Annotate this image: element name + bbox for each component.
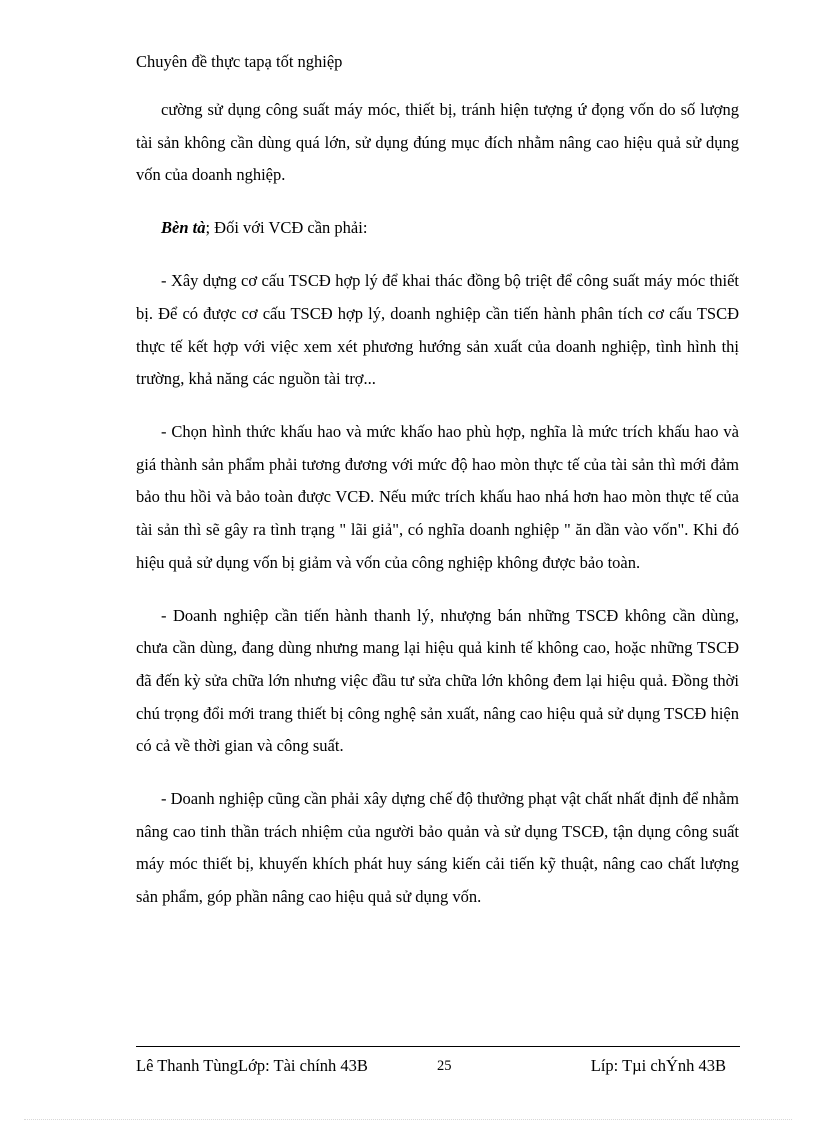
paragraph [136,600,739,763]
paragraph [136,783,739,913]
page-footer [136,1055,740,1077]
document-body [136,94,739,934]
paragraph-text: - Xây dựng cơ cấu TSCĐ hợp lý để khai thác đồng bộ triệt để công suất máy móc thiết bị. Để có được cơ cấu TSCĐ hợp lý, doanh nghiệp cần tiến hành phân tích cơ cấu TSCĐ thực tế kết hợp với việc xem xét phương hướng sản xuất của doanh nghiệp, tình hình thị trường, khả năng các nguồn tài trợ... [136,271,739,389]
paragraph [136,416,739,579]
page-edge-divider [24,1119,792,1120]
paragraph-text: - Doanh nghiệp cũng cần phải xây dựng chế độ thưởng phạt vật chất nhất định để nhằm nâng cao tinh thần trách nhiệm của người bảo quản và sử dụng TSCĐ, tận dụng công suất máy móc thiết bị, khuyến khích phát huy sáng kiến cải tiến kỹ thuật, nâng cao chất lượng sản phẩm, góp phần nâng cao hiệu quả sử dụng vốn. [136,789,739,906]
page-number: 25 [437,1058,452,1074]
paragraph-text: - Chọn hình thức khấu hao và mức khấo hao phù hợp, nghĩa là mức trích khấu hao và giá thành sản phẩm phải tương đương với mức độ hao mòn thực tế của tài sản thì mới đảm bảo thu hồi và bảo toàn được VCĐ. Nếu mức trích khấu hao nhá hơn hao mòn thực tế của tài sản thì sẽ gây ra tình trạng " lãi giả", có nghĩa doanh nghiệp " ăn dần vào vốn". Khi đó hiệu quả sử dụng vốn bị giảm và vốn của công nghiệp không được bảo toàn. [136,422,739,572]
paragraph-lead: Bèn tà [161,218,206,238]
paragraph [136,265,739,395]
footer-divider [136,1046,740,1047]
paragraph-text: cường sử dụng công suất máy móc, thiết bị, tránh hiện tượng ứ đọng vốn do số lượng tài sản không cần dùng quá lớn, sử dụng đúng mục đích nhằm nâng cao hiệu quả sử dụng vốn của doanh nghiệp. [136,100,739,185]
paragraph-text: - Doanh nghiệp cần tiến hành thanh lý, nhượng bán những TSCĐ không cần dùng, chưa cần dùng, đang dùng nhưng mang lại hiệu quả kinh tế không cao, hoặc những TSCĐ đã đến kỳ sửa chữa lớn nhưng việc đầu tư sửa chữa lớn không đem lại hiệu quả. Đồng thời chú trọng đổi mới trang thiết bị công nghệ sản xuất, nâng cao hiệu quả sử dụng TSCĐ hiện có cả về thời gian và công suất. [136,605,739,756]
footer-class: Líp: Tµi chÝnh 43B [590,1056,726,1075]
page-header [136,51,342,73]
paragraph [136,94,739,192]
header-title: Chuyên đề thực tapạ tốt nghiệp [136,52,343,71]
paragraph-text: ; Đối với VCĐ cần phải: [205,218,368,238]
footer-author: Lê Thanh TùngLớp: Tài chính 43B [136,1056,368,1075]
paragraph [136,212,739,245]
